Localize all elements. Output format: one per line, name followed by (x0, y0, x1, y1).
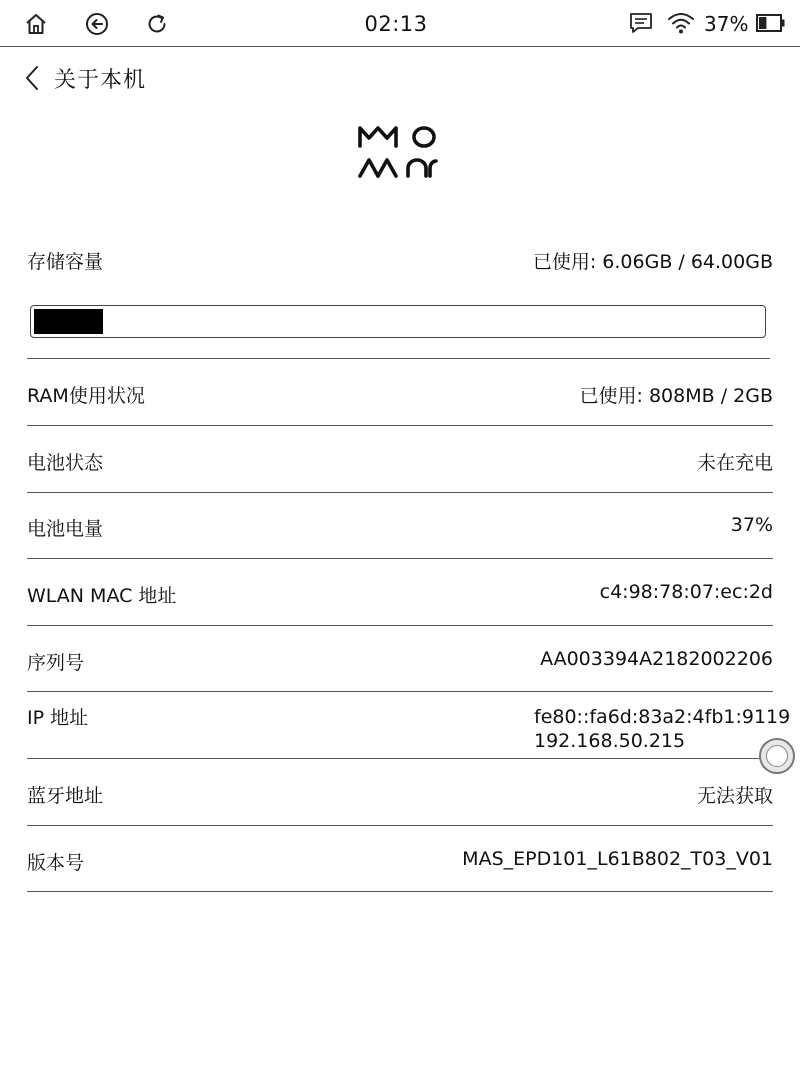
storage-label: 存储容量 (27, 251, 104, 273)
wifi-icon (667, 11, 695, 39)
battery-status-label: 电池状态 (27, 452, 104, 474)
ipv6-address: fe80::fa6d:83a2:4fb1:9119 (534, 706, 791, 728)
moaan-logo (356, 122, 442, 182)
ram-label: RAM使用状况 (27, 385, 145, 407)
battery-level-label: 电池电量 (27, 518, 104, 540)
serial-row (27, 648, 773, 676)
ip-values (534, 705, 790, 753)
ram-value: 已使用: 808MB / 2GB (579, 385, 773, 407)
divider (27, 558, 773, 559)
bluetooth-value: 无法获取 (696, 785, 773, 807)
divider (27, 758, 773, 759)
header (0, 48, 800, 106)
floating-assistive-button[interactable] (759, 738, 795, 774)
divider (27, 825, 773, 826)
divider (27, 492, 773, 493)
battery-status-row (27, 448, 773, 476)
battery-level-row (27, 514, 773, 542)
storage-value: 已使用: 6.06GB / 64.00GB (532, 251, 773, 273)
refresh-icon[interactable] (144, 11, 170, 37)
battery-status-value: 未在充电 (696, 452, 773, 474)
divider (27, 625, 773, 626)
ram-row (27, 381, 773, 409)
battery-icon (756, 14, 786, 36)
bluetooth-label: 蓝牙地址 (27, 785, 104, 807)
back-arrow-icon[interactable] (84, 11, 110, 37)
message-icon[interactable] (629, 12, 653, 38)
battery-percent: 37% (704, 12, 749, 36)
chevron-left-icon[interactable] (22, 65, 44, 91)
battery-level-value: 37% (730, 514, 773, 536)
status-bar (0, 0, 800, 47)
bluetooth-row (27, 781, 773, 809)
divider (27, 425, 773, 426)
divider (27, 891, 773, 892)
divider (27, 691, 773, 692)
storage-progress-fill (34, 309, 103, 334)
version-label: 版本号 (27, 852, 85, 874)
serial-value: AA003394A2182002206 (540, 648, 773, 670)
home-icon[interactable] (23, 11, 49, 37)
ipv4-address: 192.168.50.215 (534, 730, 686, 752)
divider (27, 358, 770, 359)
version-row (27, 848, 773, 876)
storage-row (27, 247, 773, 275)
serial-label: 序列号 (27, 652, 85, 674)
wlan-mac-row (27, 581, 773, 609)
clock: 02:13 (364, 12, 428, 36)
wlan-mac-label: WLAN MAC 地址 (27, 585, 177, 607)
page-title: 关于本机 (54, 68, 147, 93)
storage-progress-bar (30, 305, 766, 338)
version-value: MAS_EPD101_L61B802_T03_V01 (462, 848, 773, 870)
wlan-mac-value: c4:98:78:07:ec:2d (599, 581, 773, 603)
ip-label: IP 地址 (27, 707, 89, 729)
